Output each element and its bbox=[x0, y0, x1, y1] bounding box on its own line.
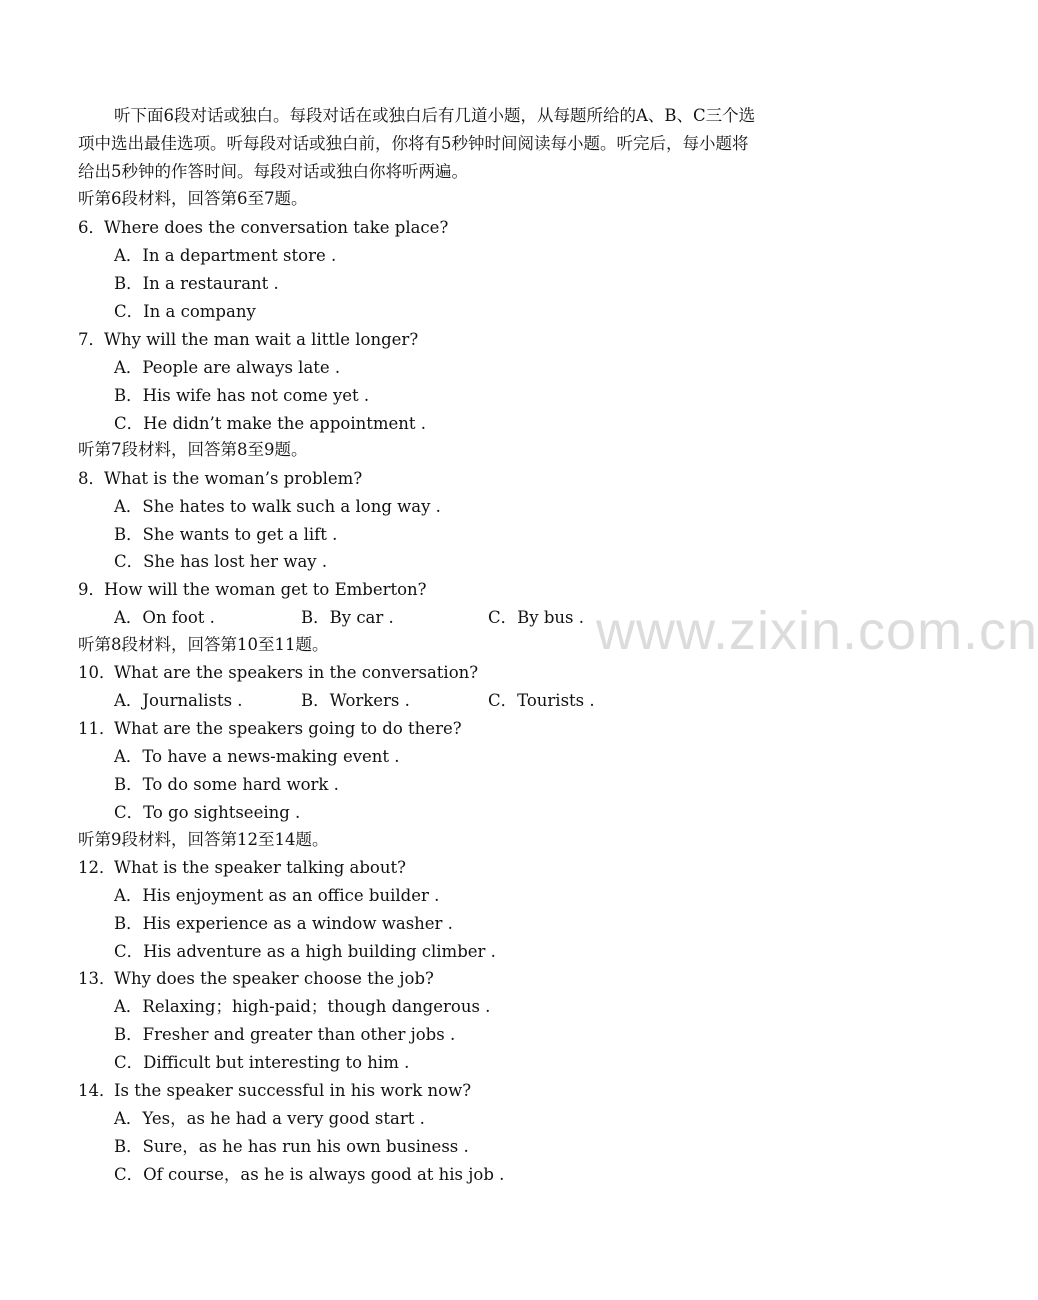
exam-page: 听下面6段对话或独白。每段对话在或独白后有几道小题，从每题所给的A、B、C三个选 项中选出最佳选项。听每段对话或独白前，你将有5秒钟时间阅读每小题。听完后，每小题将 给出5秒钟的作答时间。每段对话或独白你将听两遍。 听第6段材料，回答第6至7题。 6． Where does the conversation take place? A．In a department store . B．In a restaurant . C．In a company 7． Why will the man wait a little longer? A．People are always late . B．His wife has not come yet . C．He didn’t make the appointment . 听第7段材料，回答第8至9题。 8． What is the woman’s problem? A．She hates to walk such a long way . B．She wants to get a lift . C．She has lost her way . 9． How will the woman get to Emberton? A．On foot . B．By car . C．By bus . 听第8段材料，回答第10至11题。 10． What are the speakers in the conversation? A．Journalists . B．Workers . C．Tourists . 11． What are the speakers going to do there? A．To have a news-making event . B．To do some hard work . C．To go sightseeing . 听第9段材料，回答第12至14题。 12． What is the speaker talking about? A．His enjoyment as an office builder . B．His experience as a window washer . C．His adventure as a high building climber . 13． Why does the speaker choose the job? A．Relaxing；high-paid；though dangerous . B．Fresher and greater than other jobs . C．Difficult but interesting to him . 14． Is the speaker successful in his work now? A．Yes，as he had a very good start . B．Sure，as he has run his own business . C．Of course，as he is always good at his job . www.zixin.com.cn bbox=[78, 106, 1038, 1184]
watermark: www.zixin.com.cn bbox=[596, 601, 1038, 661]
